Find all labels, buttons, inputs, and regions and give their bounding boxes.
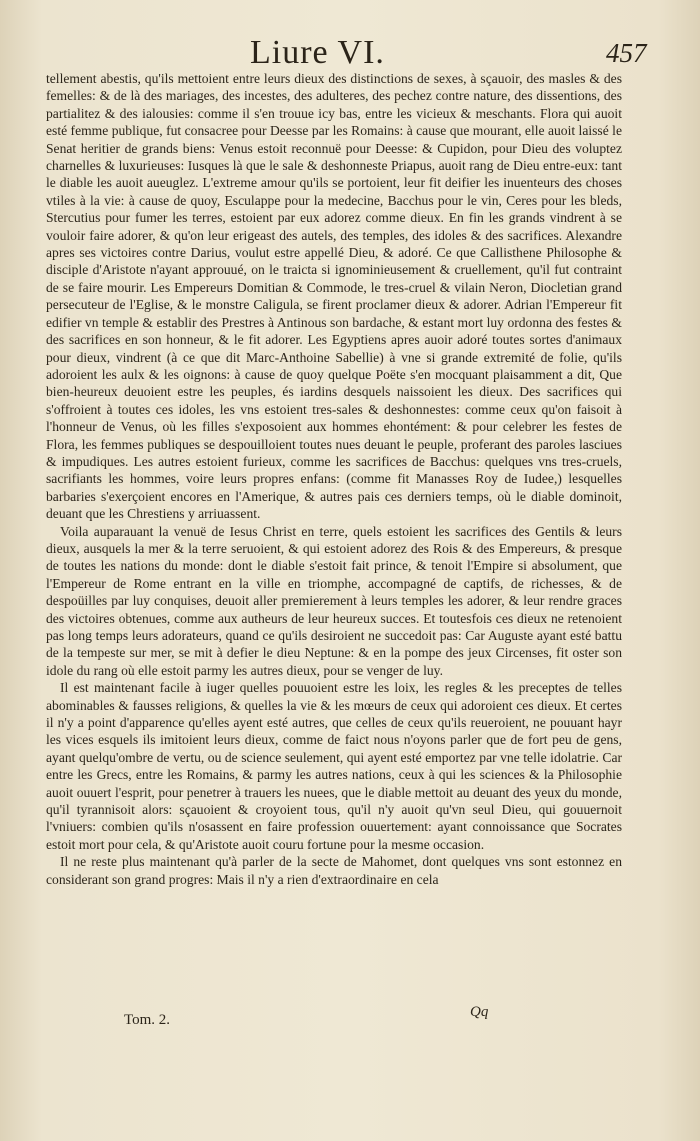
volume-mark: Tom. 2.: [124, 1012, 171, 1028]
running-title: Liure VI.: [250, 34, 385, 71]
paragraph: Il est maintenant facile à iuger quelles pouuoient estre les loix, les regles & les preceptes de telles abominables & fausses religions, & quelles la vie & les mœurs de ceux qui adoroient ces dieux. Et certes il n'y a point d'apparence qu'elles ayent esté autres, que celles de ceux qu'ils reueroient, ne pouuant hayr les vices esquels ils imitoient leurs dieux, comme de faict nous n'oyons parler que de fort peu de gens, ayant quelqu'ombre de vertu, ou de science seulement, qui ayent esté emportez par vne telle idolatrie. Car entre les Grecs, entre les Romains, & parmy les autres nations, ceux à qui les sciences & la Philosophie auoit ouuert l'esprit, pour penetrer à trauers les nuees, que le diable mettoit au deuant des yeux du monde, qu'il tyrannisoit alors: sçauoient & croyoient tous, qu'il n'y auoit qu'vn seul Dieu, qui gouuernoit l'vniuers: combien qu'ils n'osassent en faire profession ouuertement: ayant connoissance que Socrates estoit mort pour cela, & qu'Aristote auoit couru fortune pour la mesme occasion.: [46, 680, 622, 852]
paragraph: tellement abestis, qu'ils mettoient entre leurs dieux des distinctions de sexes, à sçauoir, des masles & des femelles: & de là des mariages, des incestes, des adulteres, des pechez contre nature, des dissentions, des partialitez & des ialousies: comme il s'en trouue icy bas, entre les vicieux & meschants. Flora qui auoit esté femme publique, fut consacree pour Deesse par les Romains: à cause que mourant, elle auoit laissé le Senat heritier de grands biens: Venus estoit reconnuë pour Deesse: & Cupidon, pour Dieu des voluptez charnelles & luxurieuses: Iusques là que le sale & deshonneste Priapus, auoit rang de Dieu entre-eux: tant le diable les auoit aueuglez. L'extreme amour qu'ils se portoient, leur fit deifier les inuenteurs des choses vtiles à la vie: à cause de quoy, Esculappe pour la medecine, Bacchus pour le vin, Ceres pour les bleds, Stercutius pour fumer les terres, estoient par eux adorez comme dieux. En fin les grands vindrent à se vouloir faire adorer, & qu'on leur erigeast des autels, des temples, des idoles & des sacrifices. Alexandre apres ses victoires contre Darius, voulut estre appellé Dieu, & adoré. Ce que Callisthene Philosophe & disciple d'Aristote n'ayant approuué, on le traicta si ignominieusement & cruellement, qu'il fut contraint de se faire mourir. Les Empereurs Domitian & Commode, le tres-cruel & vilain Neron, Diocletian grand persecuteur de l'Eglise, & le monstre Caligula, se firent proclamer dieux & adorer. Adrian l'Empereur fit edifier vn temple & establir des Prestres à Antinous son bardache, & estant mort luy ordonna des festes & des sacrifices en son honneur, & le fit adorer. Les Egyptiens apres auoir adoré toutes sortes d'animaux pour dieux, vindrent (à ce que dit Marc-Anthoine Sabellie) à vne si grande extremité de folie, qu'ils adoroient les aulx & les oignons: à cause de quoy quelque Poëte s'en mocquant plaisamment a dit, Que bien-heureux deuoient estre les peuples, és iardins desquels naissoient les dieux. Des sacrifices qui s'offroient à toutes ces idoles, les vns estoient tres-sales & deshonnestes: comme ceux qu'on faisoit à l'honneur de Venus, où les filles s'exposoient aux hommes ehontément: & pour celebrer les festes de Flora, les femmes publiques se despouilloient toutes nues deuant le peuple, proferant des paroles lasciues & impudiques. Les autres estoient furieux, comme les sacrifices de Bacchus: quelques vns tres-cruels, sacrifiants les hommes, voire leurs propres enfans: (comme fit Manasses Roy de Iudee,) lesquelles barbaries s'exerçoient encores en l'Amerique, & autres pais ces derniers temps, où le diable dominoit, deuant que les Chrestiens y arriuassent.: [46, 71, 622, 522]
signature-mark: Qq: [470, 1004, 489, 1020]
paragraph: Il ne reste plus maintenant qu'à parler de la secte de Mahomet, dont quelques vns sont estonnez en considerant son grand progres: Mais il n'y a rien d'extraordinaire en cela: [46, 854, 622, 887]
paragraph: Voila auparauant la venuë de Iesus Christ en terre, quels estoient les sacrifices des Gentils & leurs dieux, ausquels la mer & la terre seruoient, & qui estoient adorez des Rois & des Empereurs, & presque de toutes les nations du monde: dont le diable s'estoit fait prince, & tenoit l'Empire si absolument, que l'Empereur de Rome entrant en la ville en triomphe, accompagné de captifs, de richesses, & de despoüilles par luy conquises, deuoit aller premierement à leurs temples les adorer, & leur rendre graces des victoires obtenues, comme aux autheurs de leur heureux succes. Et toutesfois ces dieux ne retenoient pas long temps leurs adorateurs, quand ce qu'ils desiroient ne succedoit pas: Car Auguste ayant esté battu de la tempeste sur mer, se mit à defier le dieu Neptune: & en la pompe des jeux Circenses, fit oster son idole du rang où elle estoit parmy les autres dieux, pour se venger de luy.: [46, 523, 622, 678]
body-text: [46, 70, 622, 888]
page-footer: [0, 1004, 700, 1042]
page-header: [0, 34, 700, 74]
page-number: 457: [606, 38, 647, 68]
